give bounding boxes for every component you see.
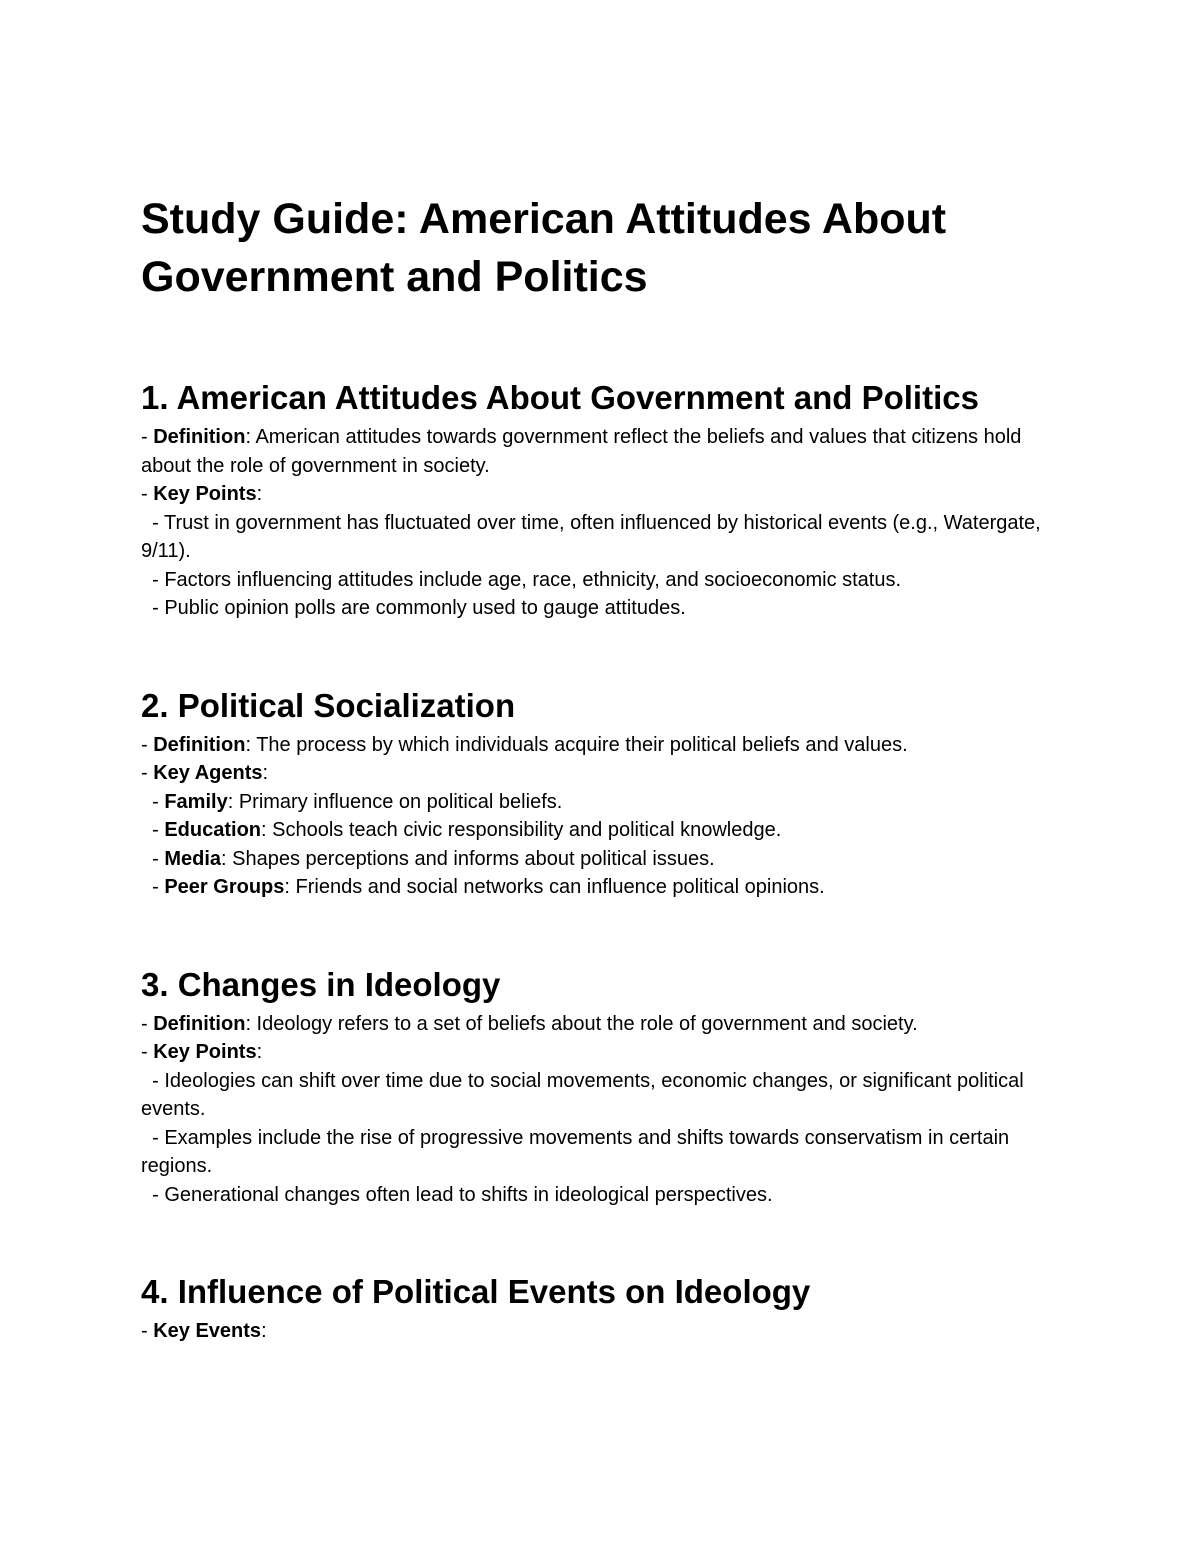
list-item: - Public opinion polls are commonly used to gauge attitudes. [141,597,686,619]
list-item-text: Generational changes often lead to shifts in ideological perspectives. [164,1183,773,1206]
document-page [141,190,1061,1346]
definition-text: : The process by which individuals acquire their political beliefs and values. [245,733,908,756]
section-heading: 4. Influence of Political Events on Ideology [141,1273,811,1310]
definition-text: : American attitudes towards government reflect the beliefs and values that citizens hold about the role of government in society. [141,426,1027,477]
document-title [141,190,1061,306]
list-item: - Examples include the rise of progressive movements and shifts towards conservatism in certain regions. [141,1126,1015,1177]
key-agents-line: - Key Agents: [141,762,269,784]
list-item: - Peer Groups: Friends and social networks can influence political opinions. [141,876,825,898]
section-heading: 1. American Attitudes About Government and Politics [141,379,979,416]
section-political-events [141,1272,1061,1346]
definition-text: : Ideology refers to a set of beliefs about the role of government and society. [245,1012,918,1035]
key-points-label: Key Points [153,1041,257,1063]
key-events-line: - Key Events: [141,1320,267,1342]
key-points-line: - Key Points: [141,1041,263,1063]
list-item: - Trust in government has fluctuated over time, often influenced by historical events (e.g., Watergate, 9/11). [141,511,1047,562]
agent-text: : Primary influence on political beliefs. [227,790,563,813]
list-item: - Education: Schools teach civic responsibility and political knowledge. [141,819,782,841]
agent-label: Media [164,847,222,870]
list-item-text: Trust in government has fluctuated over time, often influenced by historical events (e.g., Watergate, 9/11). [141,511,1047,562]
list-item: - Generational changes often lead to shifts in ideological perspectives. [141,1183,773,1206]
definition-label: Definition [153,426,246,448]
key-agents-label: Key Agents [153,762,263,784]
section-changes-in-ideology [141,965,1061,1210]
list-item: - Family: Primary influence on political beliefs. [141,790,563,813]
key-events-label: Key Events [153,1320,262,1342]
list-item-text: Factors influencing attitudes include age, race, ethnicity, and socioeconomic status. [164,568,902,591]
agent-text: : Shapes perceptions and informs about political issues. [221,847,715,870]
definition-label: Definition [153,733,246,756]
list-item-text: Examples include the rise of progressive movements and shifts towards conservatism in certain regions. [141,1126,1015,1177]
title-line-2: Government and Politics [141,253,648,301]
agent-label: Family [164,790,228,813]
definition-line: - Definition: Ideology refers to a set of beliefs about the role of government and society. [141,1012,918,1035]
key-points-label: Key Points [153,483,257,505]
agent-label: Education [164,819,262,841]
agent-text: : Friends and social networks can influence political opinions. [284,876,825,898]
section-heading: 2. Political Socialization [141,686,516,724]
list-item-text: Ideologies can shift over time due to social movements, economic changes, or significant political events. [141,1069,1030,1120]
list-item: - Ideologies can shift over time due to social movements, economic changes, or significant political events. [141,1069,1030,1120]
section-heading: 3. Changes in Ideology [141,965,501,1003]
section-political-socialization [141,686,1061,902]
list-item: - Factors influencing attitudes include age, race, ethnicity, and socioeconomic status. [141,568,902,591]
definition-line: - Definition: American attitudes towards government reflect the beliefs and values that citizens hold about the role of government in society. [141,426,1027,477]
definition-label: Definition [153,1012,246,1035]
title-line-1: Study Guide: American Attitudes About [141,195,947,243]
list-item: - Media: Shapes perceptions and informs about political issues. [141,847,715,870]
list-item-text: Public opinion polls are commonly used to gauge attitudes. [164,597,686,619]
section-american-attitudes [141,378,1061,623]
key-points-line: - Key Points: [141,483,263,505]
definition-line: - Definition: The process by which individuals acquire their political beliefs and values. [141,733,908,756]
agent-label: Peer Groups [164,876,285,898]
agent-text: : Schools teach civic responsibility and political knowledge. [261,819,782,841]
